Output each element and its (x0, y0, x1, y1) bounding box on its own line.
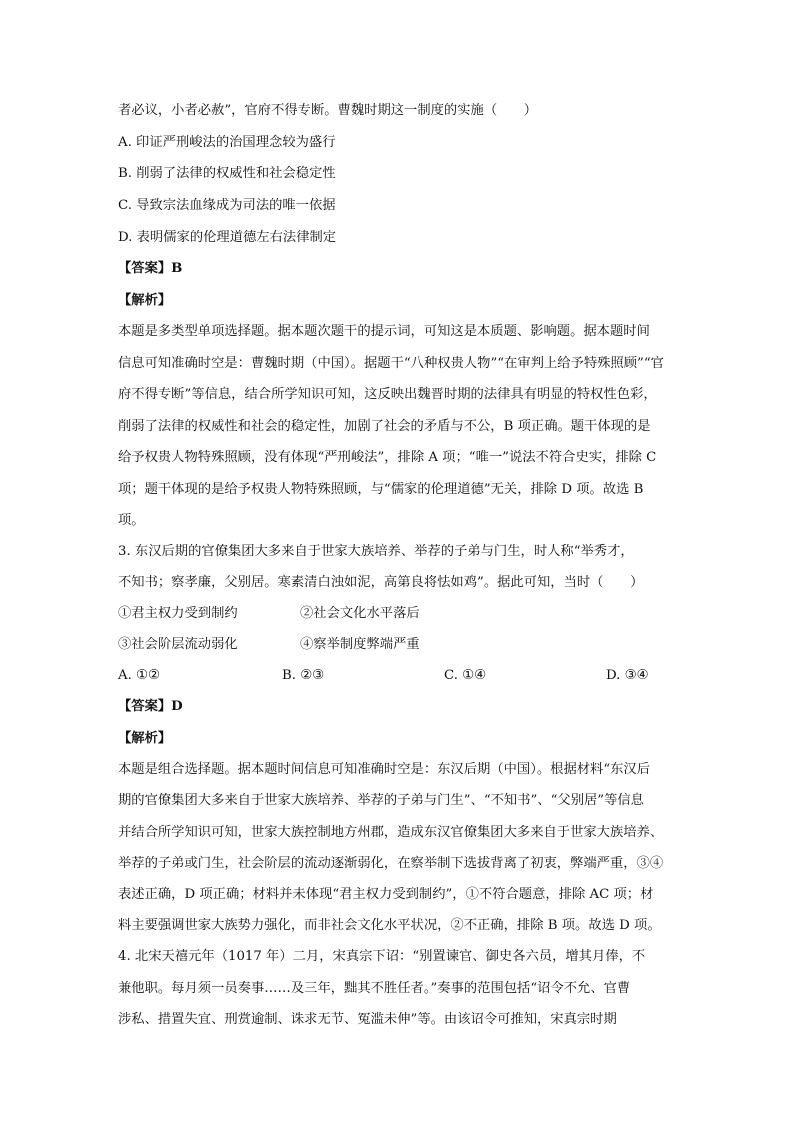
q3-choice-a: A. ①② (118, 668, 160, 683)
q4-stem-line: 4. 北宋天禧元年（1017 年）二月，宋真宗下诏：“别置谏官、御史各六员，增其月俸，不 (118, 949, 646, 964)
q2-analysis-line: 项。 (118, 513, 145, 528)
q3-choice-b: B. ②③ (282, 668, 325, 683)
q3-analysis-line: 并结合所学知识可知，世家大族控制地方州郡，造成东汉官僚集团大多来自于世家大族培养、 (118, 825, 664, 840)
q3-item-4: ④察举制度弊端严重 (300, 637, 420, 652)
q2-analysis-line: 府不得专断”等信息，结合所学知识可知，这反映出魏晋时期的法律具有明显的特权性色彩， (118, 387, 657, 402)
q2-option-d: D. 表明儒家的伦理道德左右法律制定 (118, 230, 337, 245)
q3-answer: 【答案】D (118, 699, 183, 714)
q2-option-c: C. 导致宗法血缘成为司法的唯一依据 (118, 198, 336, 213)
q2-answer: 【答案】B (118, 261, 183, 276)
q4-stem-line: 兼他职。每月须一员奏事……及三年，黜其不胜任者。”奏事的范围包括“诏令不允、官曹 (118, 981, 631, 996)
q2-analysis-label: 【解析】 (118, 293, 172, 308)
q3-item-1: ①君主权力受到制约 (118, 606, 238, 621)
q3-analysis-line: 期的官僚集团大多来自于世家大族培养、举荐的子弟与门生”、“不知书”、“父别居”等信息 (118, 793, 644, 808)
q2-analysis-line: 项；题干体现的是给予权贵人物特殊照顾，与“儒家的伦理道德”无关，排除 D 项。故选 B (118, 482, 644, 497)
q2-analysis-line: 本题是多类型单项选择题。据本题次题干的提示词，可知这是本质题、影响题。据本题时间 (118, 324, 650, 339)
q3-item-3: ③社会阶层流动弱化 (118, 637, 238, 652)
q2-analysis-line: 削弱了法律的权威性和社会的稳定性，加剧了社会的矛盾与不公，B 项正确。题干体现的是 (118, 419, 651, 434)
q3-analysis-line: 料主要强调世家大族势力强化，而非社会文化水平状况，②不正确，排除 B 项。故选 D 项。 (118, 918, 661, 933)
q3-stem-line: 3. 东汉后期的官僚集团大多来自于世家大族培养、举荐的子弟与门生，时人称“举秀才， (118, 544, 634, 559)
q3-analysis-line: 表述正确，D 项正确；材料并未体现“君主权力受到制约”，①不符合题意，排除 AC 项；材 (118, 887, 654, 902)
q3-stem-line: 不知书；察孝廉，父别居。寒素清白浊如泥，高第良将怯如鸡”。据此可知，当时（ ） (118, 575, 644, 590)
q3-choice-c: C. ①④ (444, 668, 486, 683)
q2-option-a: A. 印证严刑峻法的治国理念较为盛行 (118, 135, 336, 150)
q2-stem-end: 者必议，小者必赦”，官府不得专断。曹魏时期这一制度的实施（ ） (118, 103, 537, 118)
q2-analysis-line: 信息可知准确时空是：曹魏时期（中国）。据题干“八种权贵人物”“在审判上给予特殊照顾”“官 (118, 356, 664, 371)
q4-stem-line: 涉私、措置失宜、刑赏逾制、诛求无节、冤滥未伸”等。由该诏令可推知，宋真宗时期 (118, 1012, 617, 1027)
q3-analysis-line: 举荐的子弟或门生，社会阶层的流动逐渐弱化，在察举制下选拔背离了初衷，弊端严重，③④ (118, 856, 664, 871)
q2-analysis-line: 给予权贵人物特殊照顾，没有体现“严刑峻法”，排除 A 项；“唯一”说法不符合史实，排除 C (118, 450, 657, 465)
q3-item-2: ②社会文化水平落后 (300, 606, 420, 621)
q3-analysis-line: 本题是组合选择题。据本题时间信息可知准确时空是：东汉后期（中国）。根据材料“东汉后 (118, 762, 651, 777)
q3-choice-d: D. ③④ (606, 668, 649, 683)
q2-option-b: B. 削弱了法律的权威性和社会稳定性 (118, 166, 336, 181)
q3-analysis-label: 【解析】 (118, 731, 172, 746)
